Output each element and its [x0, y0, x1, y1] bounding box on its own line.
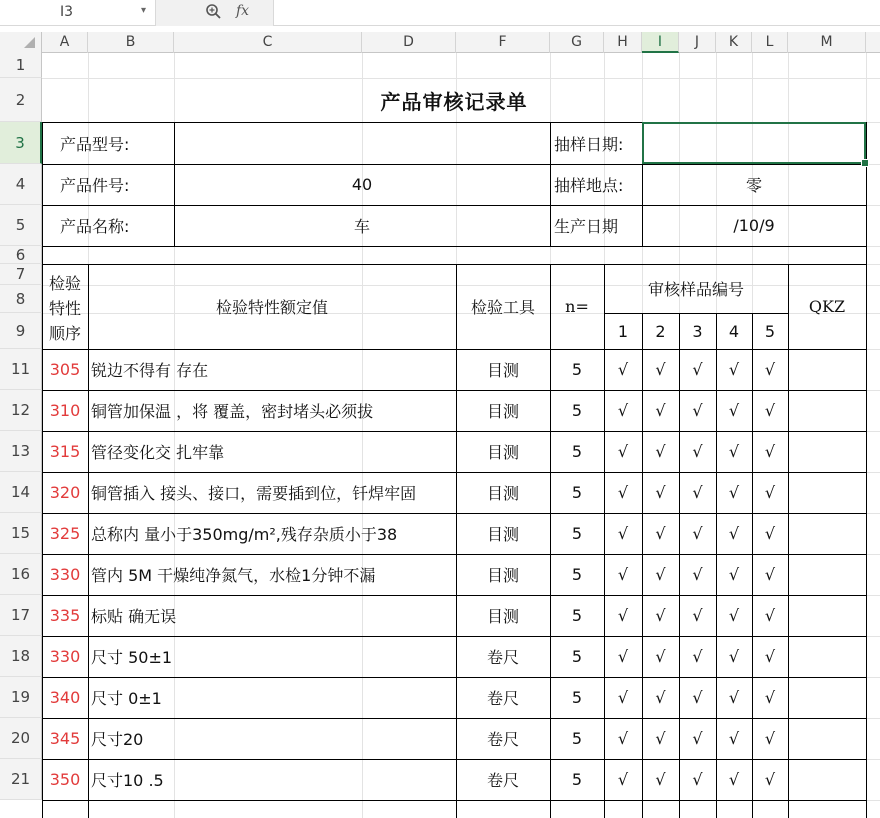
row-header-14[interactable]: 14: [0, 472, 42, 513]
item-qkz: [788, 431, 866, 472]
part-number-label: 产品件号:: [60, 176, 130, 195]
check-mark: √: [655, 606, 666, 625]
row-header-12[interactable]: 12: [0, 390, 42, 431]
item-seq: 305: [49, 360, 81, 379]
check-mark: √: [692, 647, 703, 666]
check-mark: √: [655, 647, 666, 666]
check-mark: √: [655, 524, 666, 543]
row-header-5[interactable]: 5: [0, 205, 42, 246]
column-header-k[interactable]: K: [716, 32, 752, 53]
border-line: [42, 800, 866, 801]
item-seq: 330: [49, 565, 81, 584]
item-qkz: [788, 349, 866, 390]
item-n: 5: [571, 401, 583, 420]
n-header: n=: [565, 297, 589, 316]
check-mark: √: [617, 483, 629, 502]
item-seq: 310: [49, 401, 81, 420]
row-header-21[interactable]: 21: [0, 759, 42, 800]
check-mark: √: [617, 647, 629, 666]
check-mark: √: [617, 688, 629, 707]
item-n: 5: [571, 647, 583, 666]
check-mark: √: [617, 401, 629, 420]
fill-handle[interactable]: [861, 159, 869, 167]
row-header-18[interactable]: 18: [0, 636, 42, 677]
check-mark: √: [655, 688, 666, 707]
item-qkz: [788, 472, 866, 513]
check-mark: √: [764, 647, 776, 666]
item-tool: 目测: [486, 484, 519, 503]
check-mark: √: [692, 524, 703, 543]
formula-input[interactable]: [275, 0, 880, 26]
item-seq: 335: [49, 606, 81, 625]
selected-cell-highlight: [642, 122, 866, 164]
check-mark: √: [692, 565, 703, 584]
product-model-label: 产品型号:: [60, 134, 130, 154]
column-header-d[interactable]: D: [362, 32, 456, 53]
check-mark: √: [764, 524, 776, 543]
item-tool: 目测: [486, 525, 519, 544]
column-header-m[interactable]: M: [788, 32, 866, 53]
product-name-label: 产品名称:: [60, 217, 130, 236]
check-mark: √: [728, 647, 740, 666]
qkz-header: QKZ: [808, 297, 846, 316]
item-tool: 卷尺: [486, 730, 519, 749]
item-n: 5: [571, 606, 583, 625]
product-name-value: 车: [353, 217, 370, 236]
check-mark: √: [692, 483, 703, 502]
sample-number-2: 2: [655, 321, 666, 341]
row-header-2[interactable]: 2: [0, 78, 42, 122]
item-n: 5: [571, 565, 583, 584]
item-qkz: [788, 677, 866, 718]
item-tool: 卷尺: [486, 648, 519, 667]
sheet-title: 产品审核记录单: [380, 89, 528, 114]
item-n: 5: [571, 483, 583, 502]
item-n: 5: [571, 770, 583, 789]
item-qkz: [788, 390, 866, 431]
item-tool: 目测: [486, 443, 519, 462]
sample-number-4: 4: [728, 321, 740, 341]
column-header-c[interactable]: C: [174, 32, 362, 53]
check-mark: √: [728, 770, 740, 789]
seq-header-line: 检验: [48, 273, 81, 293]
item-spec: 铜管加保温 ，将 覆盖，密封堵头必须拔: [91, 402, 374, 421]
item-spec: 锐边不得有 存在: [91, 361, 209, 380]
name-box-value: I3: [60, 4, 74, 20]
item-spec: 尺寸20: [91, 730, 144, 749]
item-n: 5: [571, 729, 583, 748]
item-n: 5: [571, 360, 583, 379]
column-header-b[interactable]: B: [88, 32, 174, 53]
item-n: 5: [571, 524, 583, 543]
column-header-a[interactable]: A: [42, 32, 88, 53]
spec-header: 检验特性额定值: [215, 298, 328, 317]
check-mark: √: [764, 442, 776, 461]
check-mark: √: [764, 565, 776, 584]
check-mark: √: [617, 606, 629, 625]
check-mark: √: [617, 442, 629, 461]
sample-place-value: 零: [745, 176, 762, 195]
item-tool: 卷尺: [486, 689, 519, 708]
check-mark: √: [617, 360, 629, 379]
column-header-l[interactable]: L: [752, 32, 788, 53]
seq-header-line: 特性: [48, 298, 81, 318]
check-mark: √: [728, 729, 740, 748]
item-n: 5: [571, 688, 583, 707]
check-mark: √: [728, 401, 740, 420]
production-date-value: /10/9: [733, 216, 775, 235]
check-mark: √: [655, 401, 666, 420]
row-header-15[interactable]: 15: [0, 513, 42, 554]
item-spec: 铜管插入 接头、接口，需要插到位，钎焊牢固: [91, 484, 417, 503]
check-mark: √: [692, 688, 703, 707]
name-box[interactable]: [0, 0, 156, 26]
select-all-corner[interactable]: [0, 32, 42, 53]
check-mark: √: [655, 565, 666, 584]
column-header-i[interactable]: I: [642, 32, 679, 53]
check-mark: √: [655, 483, 666, 502]
row-header-6[interactable]: 6: [0, 246, 42, 264]
part-number-value: 40: [351, 175, 373, 194]
row-header-8[interactable]: 8: [0, 285, 42, 313]
column-header-h[interactable]: H: [604, 32, 642, 53]
row-header-11[interactable]: 11: [0, 349, 42, 390]
check-mark: √: [692, 360, 703, 379]
check-mark: √: [728, 442, 740, 461]
check-mark: √: [728, 688, 740, 707]
check-mark: √: [692, 770, 703, 789]
check-mark: √: [617, 770, 629, 789]
item-spec: 尺寸 0±1: [91, 689, 162, 708]
item-spec: 总称内 量小于350mg/m²,残存杂质小于38: [91, 525, 398, 544]
item-seq: 340: [49, 688, 81, 707]
item-seq: 350: [49, 770, 81, 789]
item-spec: 标贴 确无误: [91, 607, 177, 626]
sample-date-label: 抽样日期:: [554, 134, 624, 154]
check-mark: √: [764, 729, 776, 748]
samples-header: 审核样品编号: [647, 280, 744, 299]
column-header-f[interactable]: F: [456, 32, 550, 53]
check-mark: √: [728, 565, 740, 584]
check-mark: √: [692, 606, 703, 625]
name-box-dropdown-icon[interactable]: ▾: [141, 5, 147, 16]
check-mark: √: [655, 770, 666, 789]
row-header-20[interactable]: 20: [0, 718, 42, 759]
row-header-3[interactable]: 3: [0, 122, 42, 164]
sample-number-3: 3: [692, 321, 703, 341]
check-mark: √: [692, 442, 703, 461]
item-seq: 345: [49, 729, 81, 748]
item-qkz: [788, 718, 866, 759]
check-mark: √: [655, 442, 666, 461]
insert-function-icon[interactable]: fx: [236, 3, 250, 19]
check-mark: √: [728, 524, 740, 543]
check-mark: √: [617, 524, 629, 543]
item-qkz: [788, 595, 866, 636]
check-mark: √: [764, 360, 776, 379]
check-mark: √: [728, 606, 740, 625]
item-tool: 目测: [486, 402, 519, 421]
row-header-9[interactable]: 9: [0, 313, 42, 349]
check-mark: √: [764, 688, 776, 707]
seq-header-line: 顺序: [48, 323, 81, 343]
item-tool: 目测: [486, 607, 519, 626]
item-qkz: [788, 636, 866, 677]
item-seq: 330: [49, 647, 81, 666]
sample-number-5: 5: [764, 321, 776, 341]
check-mark: √: [728, 483, 740, 502]
zoom-icon[interactable]: [204, 2, 222, 20]
item-qkz: [788, 554, 866, 595]
sample-place-label: 抽样地点:: [554, 176, 624, 195]
item-seq: 325: [49, 524, 81, 543]
check-mark: √: [728, 360, 740, 379]
row-header-16[interactable]: 16: [0, 554, 42, 595]
check-mark: √: [692, 729, 703, 748]
check-mark: √: [655, 729, 666, 748]
column-header-g[interactable]: G: [550, 32, 604, 53]
item-tool: 目测: [486, 566, 519, 585]
row-header-19[interactable]: 19: [0, 677, 42, 718]
item-spec: 管内 5M 干燥纯净氮气，水检1分钟不漏: [91, 566, 376, 585]
check-mark: √: [764, 606, 776, 625]
row-header-7[interactable]: 7: [0, 264, 42, 285]
product-model-value: [174, 122, 550, 164]
select-all-triangle-icon: [24, 37, 35, 48]
item-n: 5: [571, 442, 583, 461]
column-header-j[interactable]: J: [679, 32, 716, 53]
border-line: [42, 246, 866, 247]
item-spec: 尺寸 50±1: [91, 648, 173, 667]
item-spec: 管径变化交 扎牢靠: [91, 443, 225, 462]
check-mark: √: [655, 360, 666, 379]
item-spec: 尺寸10 .5: [91, 771, 164, 790]
border-line: [550, 122, 551, 246]
row-header-13[interactable]: 13: [0, 431, 42, 472]
check-mark: √: [764, 483, 776, 502]
sample-number-1: 1: [617, 321, 629, 341]
check-mark: √: [764, 770, 776, 789]
row-header-1[interactable]: 1: [0, 53, 42, 78]
check-mark: √: [617, 729, 629, 748]
production-date-label: 生产日期: [554, 217, 619, 236]
item-qkz: [788, 759, 866, 800]
row-header-4[interactable]: 4: [0, 164, 42, 205]
border-line: [866, 122, 867, 818]
item-seq: 315: [49, 442, 81, 461]
row-header-17[interactable]: 17: [0, 595, 42, 636]
item-tool: 卷尺: [486, 771, 519, 790]
check-mark: √: [764, 401, 776, 420]
item-seq: 320: [49, 483, 81, 502]
check-mark: √: [617, 565, 629, 584]
item-qkz: [788, 513, 866, 554]
check-mark: √: [692, 401, 703, 420]
item-tool: 目测: [486, 361, 519, 380]
tool-header: 检验工具: [470, 298, 535, 317]
